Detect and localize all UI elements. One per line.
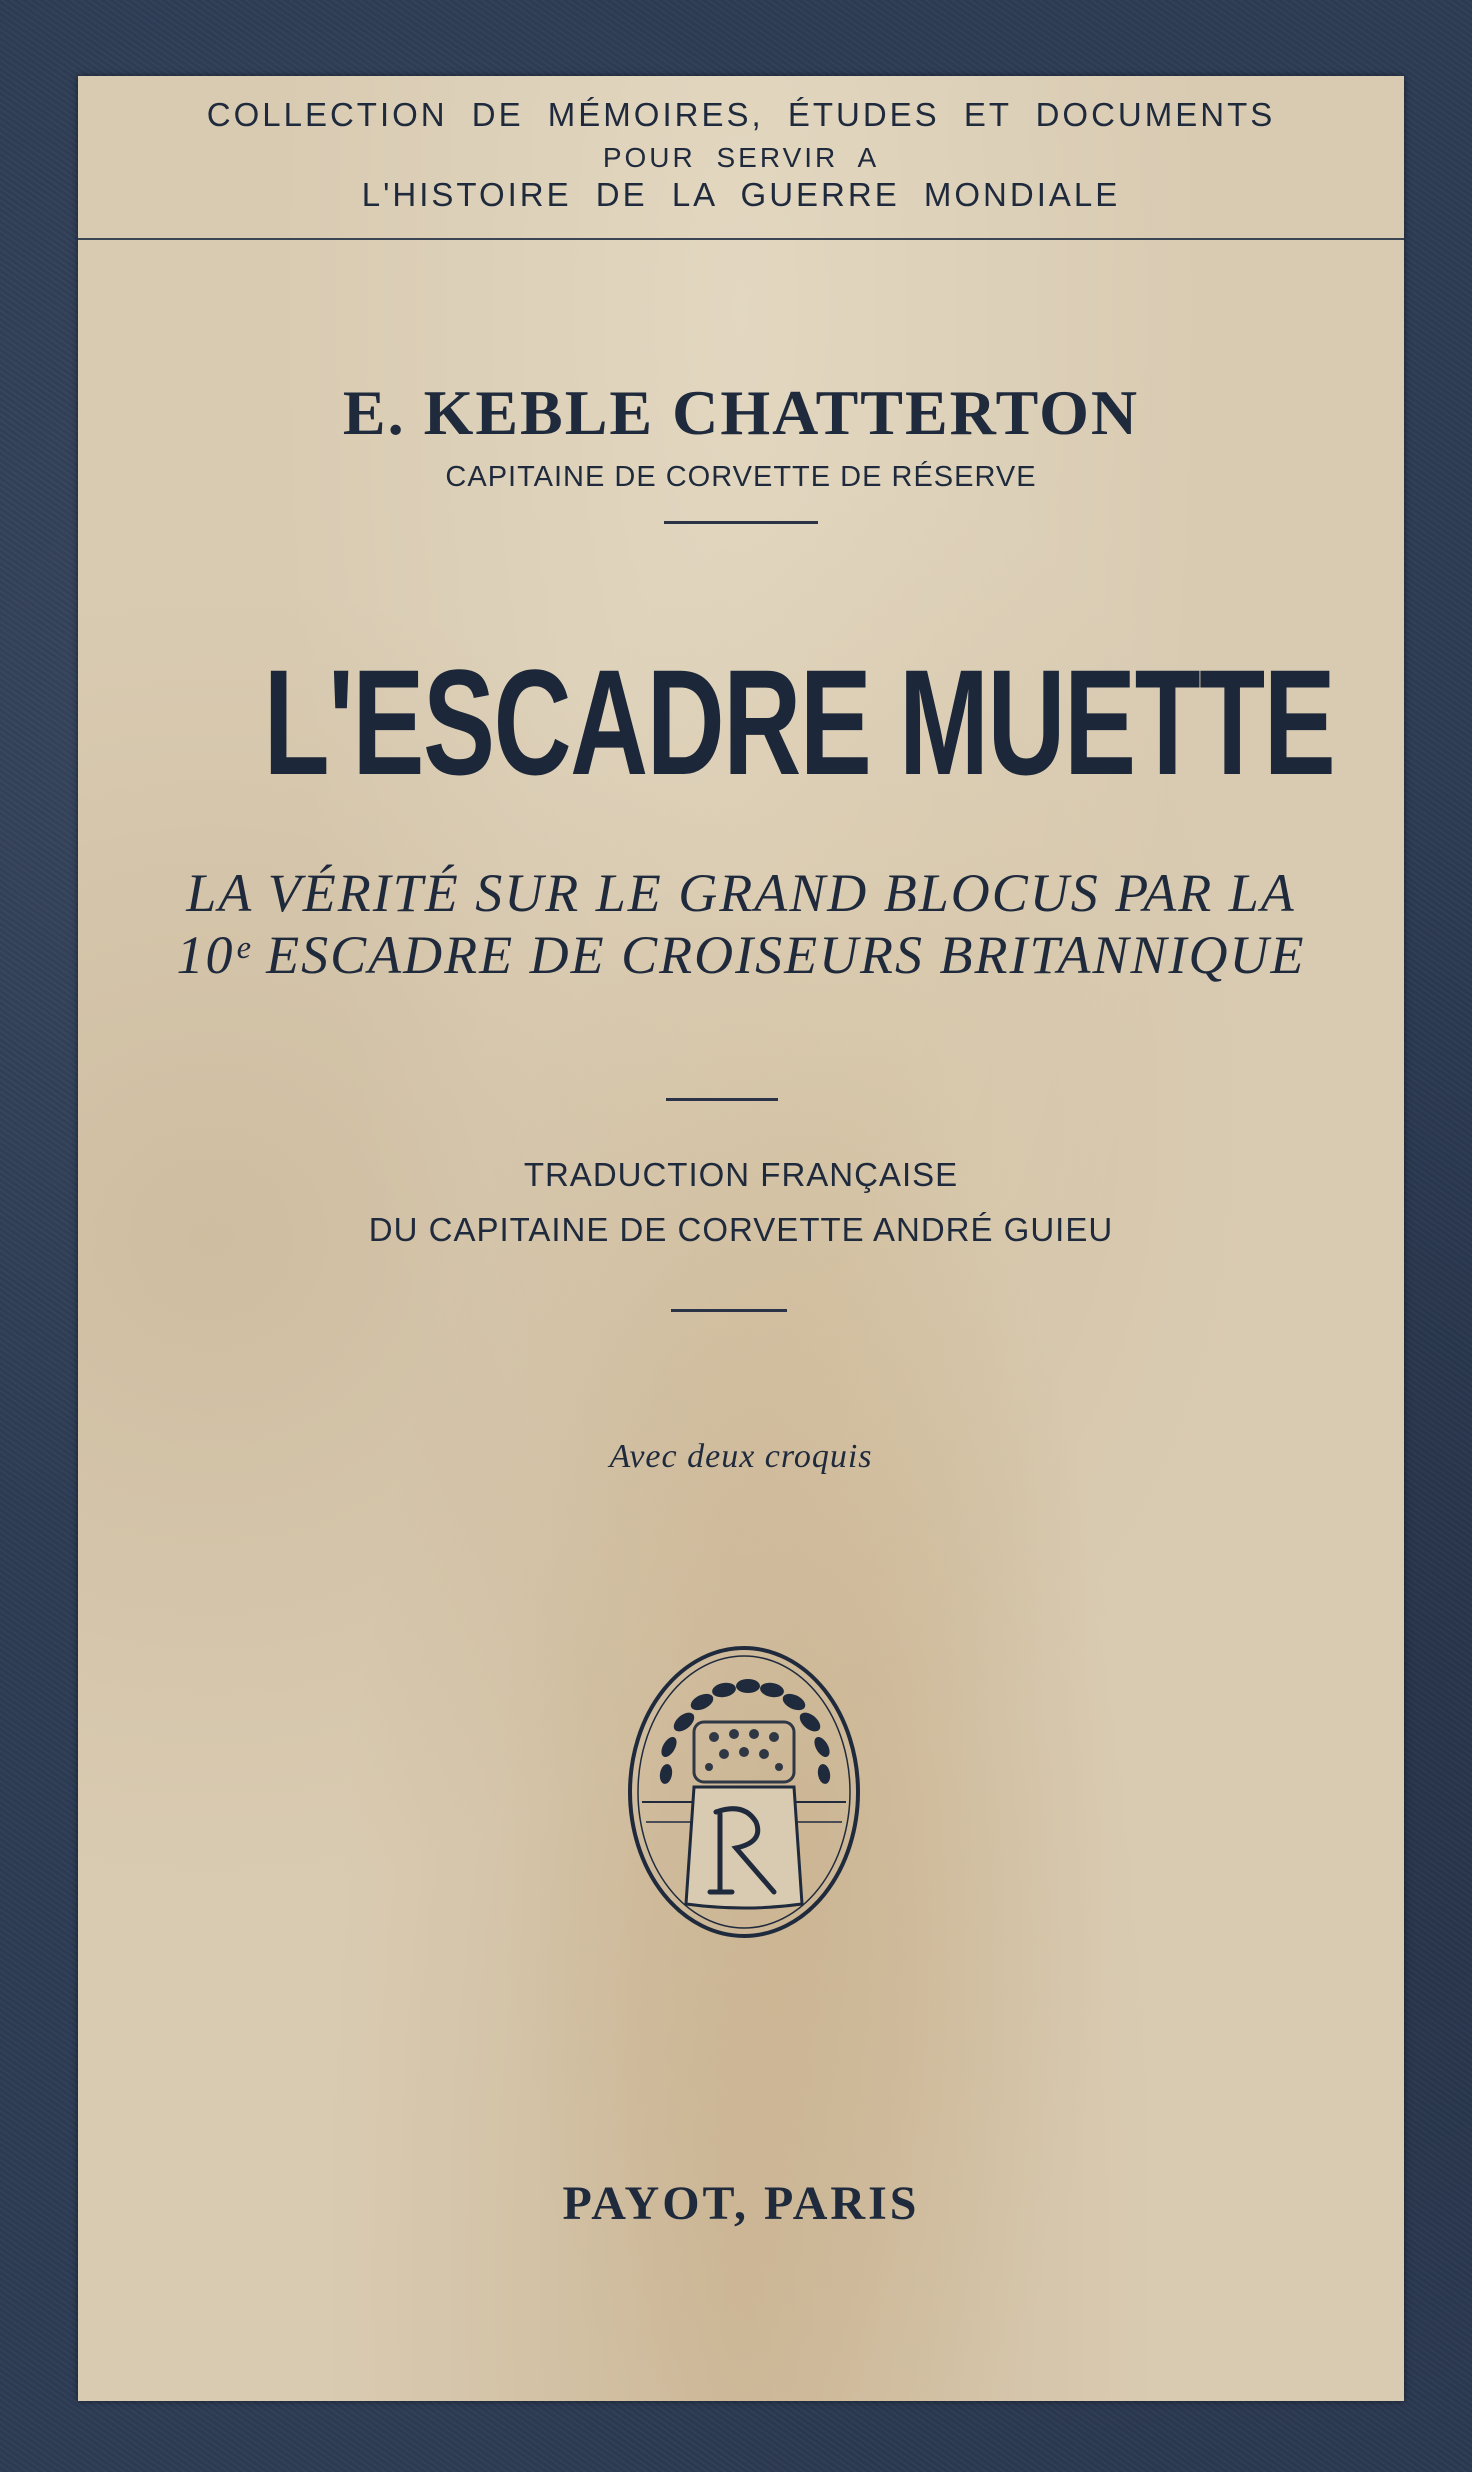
- emblem-monogram: P: [624, 1629, 635, 1646]
- translation-line-2: DU CAPITAINE DE CORVETTE ANDRÉ GUIEU: [368, 1211, 1114, 1248]
- subtitle-line-2: 10ᵉ ESCADRE DE CROISEURS BRITANNIQUE: [176, 925, 1306, 985]
- author-rank: CAPITAINE DE CORVETTE DE RÉSERVE: [445, 461, 1037, 493]
- book-title: L'ESCADRE MUETTE: [263, 638, 1335, 806]
- subtitle-line-1: LA VÉRITÉ SUR LE GRAND BLOCUS PAR LA: [186, 863, 1296, 923]
- wheat-sheaf-emblem-icon: [624, 1629, 864, 1942]
- divider-rule-3: [671, 1309, 787, 1312]
- collection-line-3: L'HISTOIRE DE LA GUERRE MONDIALE: [361, 176, 1121, 213]
- collection-header: [78, 76, 1404, 240]
- author-name: E. KEBLE CHATTERTON: [342, 377, 1140, 448]
- publisher-name: PAYOT, PARIS: [562, 2177, 920, 2230]
- collection-line-1: COLLECTION DE MÉMOIRES, ÉTUDES ET DOCUMENTS: [206, 96, 1276, 133]
- collection-line-2: POUR SERVIR A: [602, 142, 880, 173]
- book-cover: [78, 76, 1404, 2401]
- translation-line-1: TRADUCTION FRANÇAISE: [523, 1156, 959, 1193]
- divider-rule-1: [664, 521, 818, 524]
- illustration-note: Avec deux croquis: [609, 1438, 873, 1475]
- divider-rule-2: [666, 1098, 778, 1101]
